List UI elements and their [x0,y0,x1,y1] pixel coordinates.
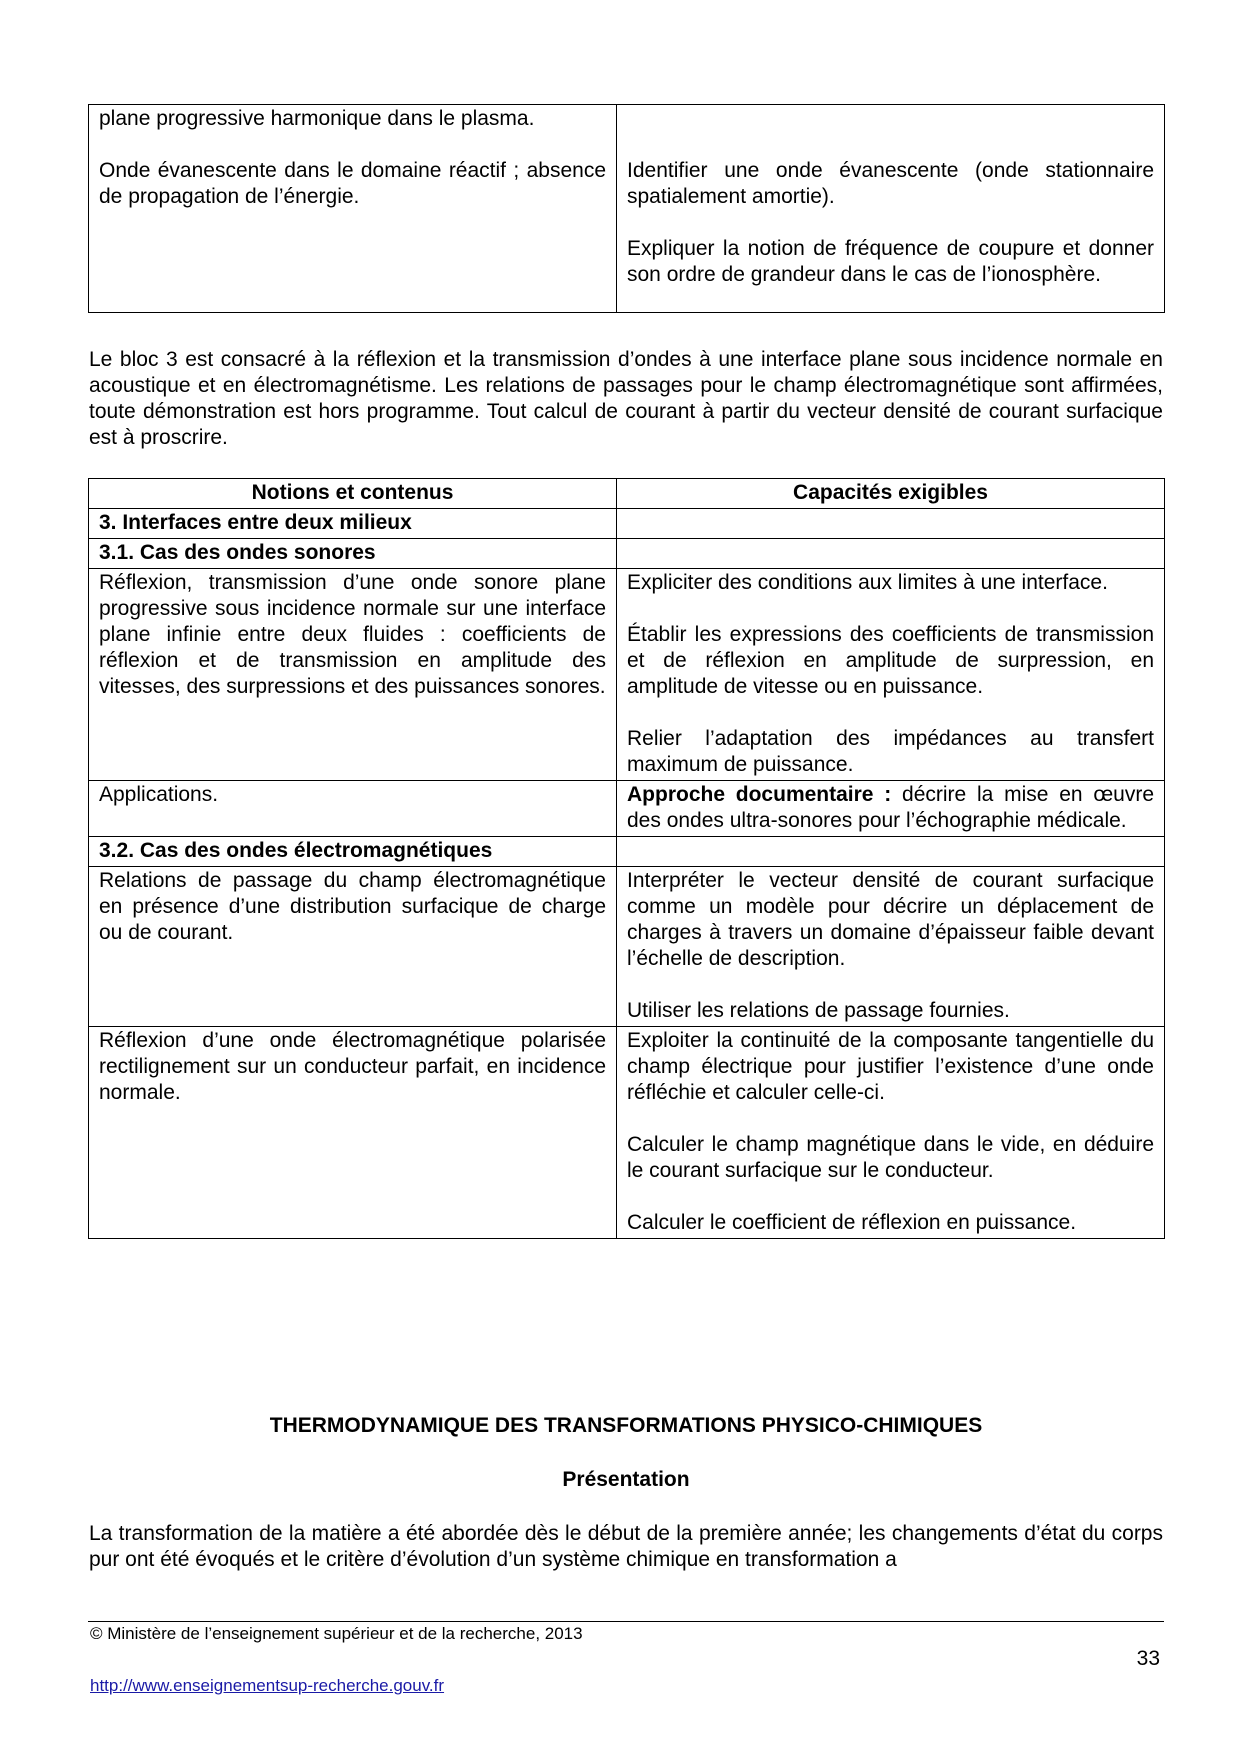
footer-link[interactable]: http://www.enseignementsup-recherche.gouv.fr [90,1676,445,1695]
cell-text: Calculer le champ magnétique dans le vide, en déduire le courant surfacique sur le conducteur. [627,1133,1154,1182]
capacites-cell [617,781,1165,837]
cell-text: Identifier une onde évanescente (onde stationnaire spatialement amortie). [627,159,1154,208]
table-row [89,867,1165,1027]
cell-text: Applications. [99,783,219,806]
approche-documentaire-label: Approche documentaire : [627,783,892,806]
page-number: 33 [1136,1647,1160,1670]
section-heading-3: 3. Interfaces entre deux milieux [89,509,617,539]
program-table [88,478,1165,1239]
approche-documentaire-text: décrire la mise en œuvre des ondes ultra-sonores pour l’échographie médicale. [627,783,1155,832]
cell-text: Relations de passage du champ électromagnétique en présence d’une distribution surfacique de charge ou de courant. [99,869,606,944]
cell-text: Réflexion d’une onde électromagnétique polarisée rectilignement sur un conducteur parfait, en incidence normale. [99,1029,606,1104]
intro-paragraph: La transformation de la matière a été abordée dès le début de la première année; les changements d’état du corps pur ont été évoqués et le critère d’évolution d’un système chimique en transformation a [89,1522,1163,1571]
capacites-cell [617,569,1165,781]
continuation-table [88,104,1165,313]
section-row [89,837,1165,867]
notions-cell [89,105,617,313]
header-notions: Notions et contenus [89,479,617,509]
section-row [89,539,1165,569]
notions-cell [89,867,617,1027]
cell-text: Exploiter la continuité de la composante tangentielle du champ électrique pour justifier l’existence d’une onde réfléchie et calculer celle-ci. [627,1029,1154,1104]
cell-text: plane progressive harmonique dans le plasma. [99,107,535,130]
table-row [89,1027,1165,1239]
cell-text: Onde évanescente dans le domaine réactif ; absence de propagation de l’énergie. [99,159,606,208]
capacites-cell [617,867,1165,1027]
cell-text [627,782,1154,834]
bloc3-paragraph: Le bloc 3 est consacré à la réflexion et la transmission d’ondes à une interface plane sous incidence normale en acoustique et en électromagnétisme. Les relations de passages pour le champ électromagnétique sont affirmées, toute démonstration est hors programme. Tout calcul de courant à partir du vecteur densité de courant surfacique est à proscrire. [89,348,1163,449]
cell-text: Établir les expressions des coefficients de transmission et de réflexion en amplitude de surpression, en amplitude de vitesse ou en puissance. [627,623,1154,698]
section-heading-3-1: 3.1. Cas des ondes sonores [89,539,617,569]
table-row [89,569,1165,781]
table-header-row [89,479,1165,509]
capacites-cell [617,1027,1165,1239]
section-row [89,509,1165,539]
notions-cell [89,1027,617,1239]
section-heading-3-2: 3.2. Cas des ondes électromagnétiques [89,837,617,867]
cell-text: Expliquer la notion de fréquence de coupure et donner son ordre de grandeur dans le cas de l’ionosphère. [627,237,1154,286]
table-row [89,781,1165,837]
notions-cell [89,569,617,781]
capacites-cell [617,105,1165,313]
footer-copyright: © Ministère de l’enseignement supérieur et de la recherche, 2013 [90,1624,583,1643]
cell-text: Calculer le coefficient de réflexion en puissance. [627,1211,1077,1234]
header-capacites: Capacités exigibles [617,479,1165,509]
cell-text: Réflexion, transmission d’une onde sonore plane progressive sous incidence normale sur une interface plane infinie entre deux fluides : coefficients de réflexion et de transmission en amplitude des vitesses, des surpressions et des puissances sonores. [99,571,606,698]
notions-cell [89,781,617,837]
table-row [89,105,1165,313]
empty-cell [617,837,1165,867]
cell-text: Expliciter des conditions aux limites à une interface. [627,571,1108,594]
footer-divider [88,1621,1164,1622]
section-title: Présentation [562,1468,690,1491]
chapter-title: THERMODYNAMIQUE DES TRANSFORMATIONS PHYSICO-CHIMIQUES [269,1414,983,1437]
cell-text: Interpréter le vecteur densité de courant surfacique comme un modèle pour décrire un déplacement de charges à travers un domaine d’épaisseur faible devant l’échelle de description. [627,869,1154,970]
cell-text: Utiliser les relations de passage fournies. [627,999,1010,1022]
empty-cell [617,539,1165,569]
empty-cell [617,509,1165,539]
cell-text: Relier l’adaptation des impédances au transfert maximum de puissance. [627,727,1154,776]
